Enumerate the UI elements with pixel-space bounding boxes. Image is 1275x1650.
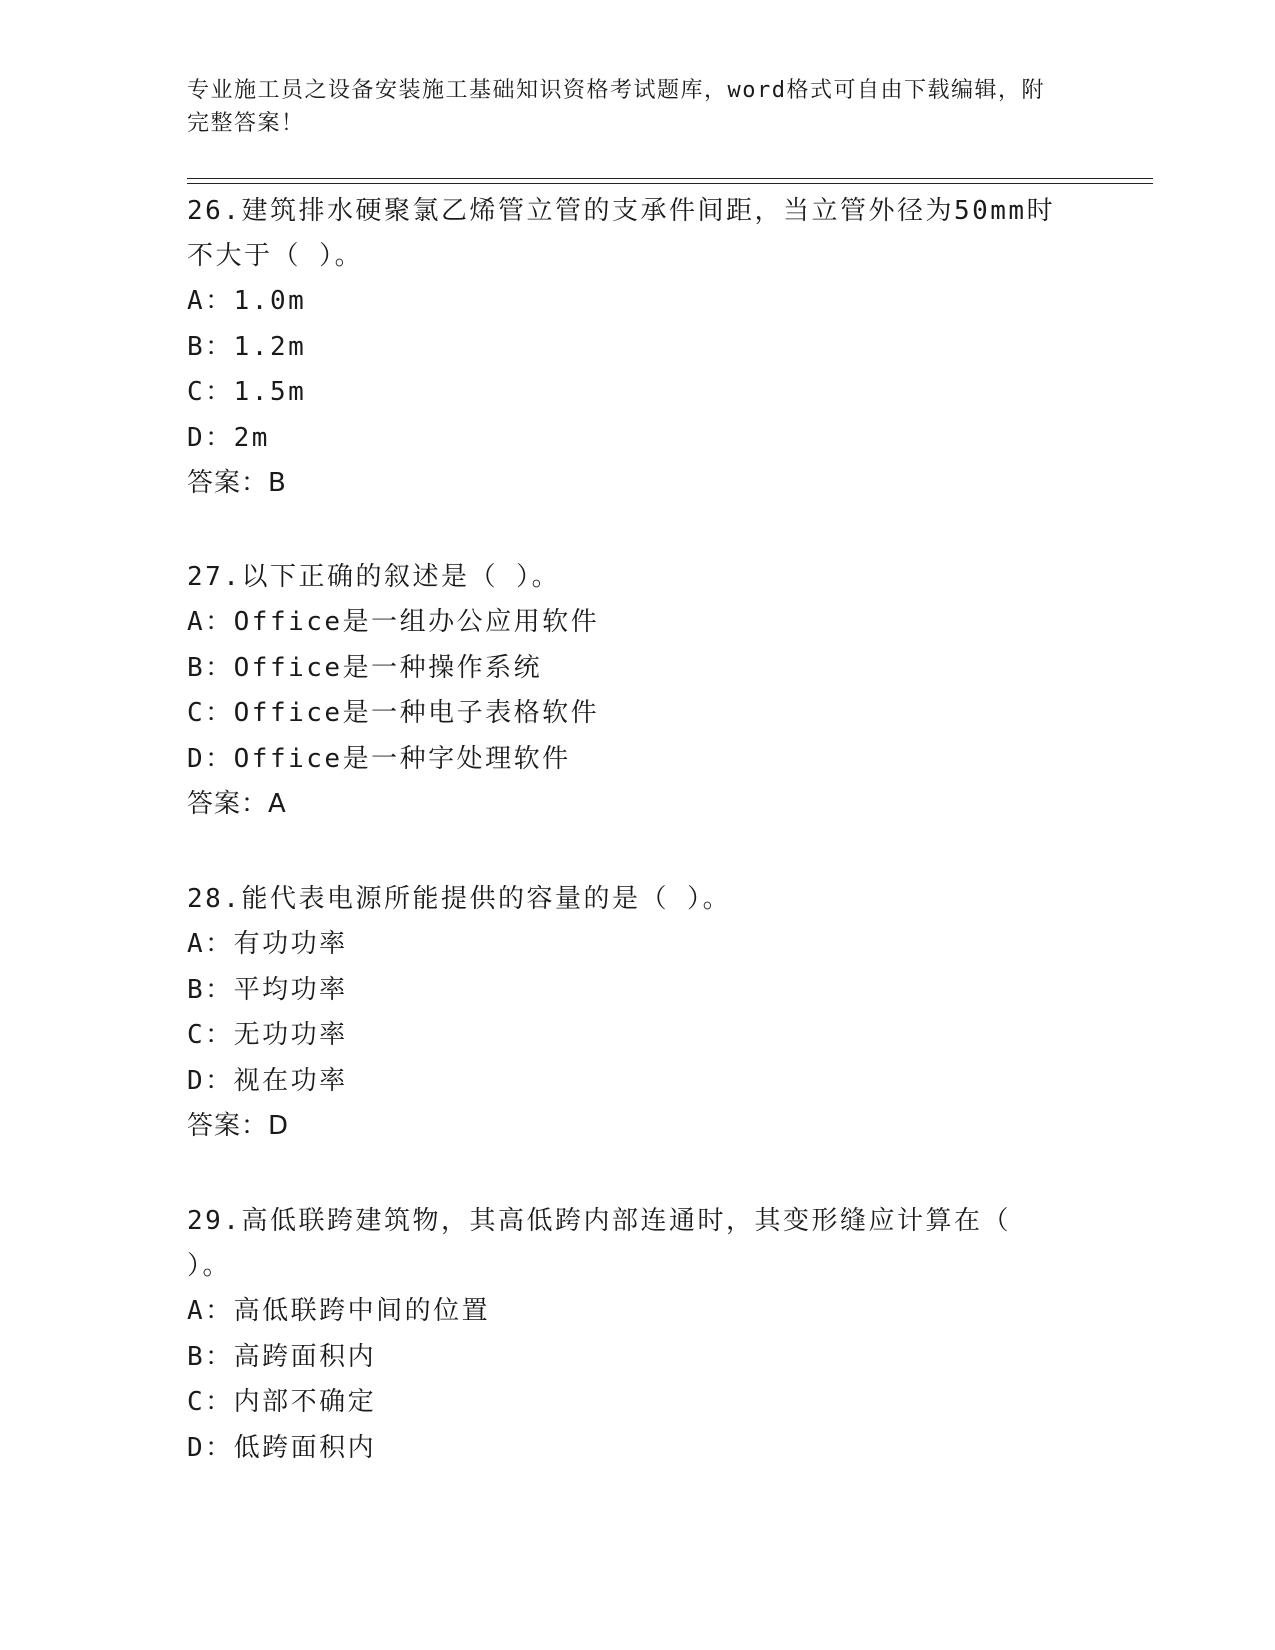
option-d: D：视在功率: [187, 1065, 348, 1096]
question-stem: 27.以下正确的叙述是（ ）。: [187, 562, 561, 592]
question-28: [187, 877, 1067, 1149]
option-b: B：高跨面积内: [187, 1341, 377, 1372]
question-stem: 28.能代表电源所能提供的容量的是（ ）。: [187, 884, 732, 914]
question-26: [187, 189, 1067, 506]
option-c: C：无功功率: [187, 1020, 348, 1050]
option-c: C：Office是一种电子表格软件: [187, 698, 600, 728]
option-c: C：1.5m: [187, 377, 307, 407]
option-b: B：1.2m: [187, 331, 307, 362]
header-divider-top: [187, 178, 1153, 179]
option-d: D：2m: [187, 422, 270, 453]
header-divider-bottom: [187, 183, 1153, 184]
question-stem: 26.建筑排水硬聚氯乙烯管立管的支承件间距，当立管外径为50mm时不大于（ ）。: [187, 196, 1056, 271]
answer-line: 答案：D: [187, 1111, 290, 1141]
option-a: A：1.0m: [187, 286, 307, 316]
option-c: C：内部不确定: [187, 1387, 377, 1417]
question-27: [187, 555, 1067, 827]
option-d: D：低跨面积内: [187, 1432, 377, 1463]
option-b: B：平均功率: [187, 974, 348, 1005]
document-header: 专业施工员之设备安装施工基础知识资格考试题库，word格式可自由下载编辑，附完整答案！: [187, 78, 1045, 136]
answer-line: 答案：A: [187, 789, 287, 819]
option-a: A：高低联跨中间的位置: [187, 1296, 491, 1326]
option-a: A：有功功率: [187, 929, 348, 959]
question-29: [187, 1199, 1067, 1471]
answer-line: 答案：B: [187, 468, 287, 498]
option-b: B：Office是一种操作系统: [187, 652, 543, 683]
option-a: A：Office是一组办公应用软件: [187, 607, 600, 637]
option-d: D：Office是一种字处理软件: [187, 743, 571, 774]
question-stem: 29.高低联跨建筑物，其高低跨内部连通时，其变形缝应计算在（ ）。: [187, 1206, 1011, 1281]
